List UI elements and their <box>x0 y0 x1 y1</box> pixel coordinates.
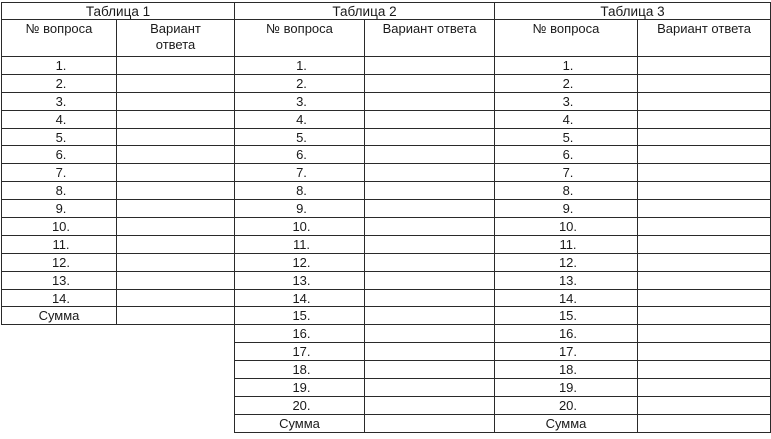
answer-cell[interactable] <box>638 396 771 414</box>
answer-cell[interactable] <box>117 182 235 200</box>
question-number-cell: 18. <box>235 361 365 379</box>
table-row <box>235 164 495 182</box>
table-row <box>495 271 771 289</box>
table-row <box>235 218 495 236</box>
question-number-cell: 9. <box>495 200 638 218</box>
question-number-cell: 9. <box>2 200 117 218</box>
question-number-cell: 16. <box>235 325 365 343</box>
question-number-cell: 13. <box>2 271 117 289</box>
question-number-cell: 17. <box>235 343 365 361</box>
column-header-answer-option: Вариант ответа <box>117 20 235 57</box>
sum-label: Сумма <box>495 414 638 432</box>
question-number-cell: 15. <box>235 307 365 325</box>
answer-cell[interactable] <box>365 182 495 200</box>
table-row <box>235 128 495 146</box>
answer-cell[interactable] <box>638 218 771 236</box>
table-row <box>495 128 771 146</box>
question-number-cell: 11. <box>495 235 638 253</box>
table-row <box>495 325 771 343</box>
answer-cell[interactable] <box>638 110 771 128</box>
table-row <box>495 379 771 397</box>
question-number-cell: 18. <box>495 361 638 379</box>
table-row <box>2 218 235 236</box>
answer-cell[interactable] <box>638 182 771 200</box>
answer-cell[interactable] <box>638 271 771 289</box>
table-row <box>495 218 771 236</box>
question-number-cell: 6. <box>235 146 365 164</box>
question-number-cell: 7. <box>2 164 117 182</box>
answer-cell[interactable] <box>365 92 495 110</box>
question-number-cell: 10. <box>235 218 365 236</box>
question-number-cell: 6. <box>495 146 638 164</box>
column-header-question-number: № вопроса <box>495 20 638 57</box>
table-row <box>2 271 235 289</box>
table-row <box>235 343 495 361</box>
question-number-cell: 4. <box>495 110 638 128</box>
column-header-answer-option: Вариант ответа <box>365 20 495 57</box>
answer-cell[interactable] <box>638 325 771 343</box>
table-row <box>495 343 771 361</box>
answer-cell[interactable] <box>365 200 495 218</box>
table-row <box>2 182 235 200</box>
column-header-answer-option: Вариант ответа <box>638 20 771 57</box>
question-number-cell: 12. <box>495 253 638 271</box>
question-number-cell: 5. <box>235 128 365 146</box>
table-row <box>2 235 235 253</box>
answer-cell[interactable] <box>365 235 495 253</box>
question-number-cell: 11. <box>2 235 117 253</box>
answer-cell[interactable] <box>365 271 495 289</box>
table-row <box>495 164 771 182</box>
table-row <box>235 235 495 253</box>
question-number-cell: 12. <box>235 253 365 271</box>
answer-cell[interactable] <box>117 164 235 182</box>
table-title: Таблица 1 <box>2 3 235 20</box>
answer-cell[interactable] <box>365 253 495 271</box>
table-row <box>2 92 235 110</box>
question-number-cell: 4. <box>235 110 365 128</box>
question-number-cell: 7. <box>235 164 365 182</box>
table-row <box>2 200 235 218</box>
table-row <box>495 92 771 110</box>
question-number-cell: 1. <box>235 57 365 75</box>
table-row <box>235 396 495 414</box>
table-row <box>495 361 771 379</box>
table-row <box>235 271 495 289</box>
table-row <box>495 396 771 414</box>
table-row <box>495 146 771 164</box>
answer-cell[interactable] <box>117 74 235 92</box>
question-number-cell: 8. <box>495 182 638 200</box>
question-number-cell: 14. <box>495 289 638 307</box>
table-row <box>495 253 771 271</box>
table-row <box>235 379 495 397</box>
question-number-cell: 1. <box>2 57 117 75</box>
question-number-cell: 1. <box>495 57 638 75</box>
answer-cell[interactable] <box>365 57 495 75</box>
table-row <box>235 110 495 128</box>
table-row <box>2 110 235 128</box>
question-number-cell: 20. <box>495 396 638 414</box>
question-number-cell: 8. <box>235 182 365 200</box>
answer-cell[interactable] <box>365 110 495 128</box>
answer-cell[interactable] <box>638 57 771 75</box>
table-row <box>235 92 495 110</box>
table-3 <box>494 2 771 433</box>
table-row <box>495 57 771 75</box>
table-row <box>495 200 771 218</box>
question-number-cell: 2. <box>235 74 365 92</box>
answer-cell[interactable] <box>638 289 771 307</box>
question-number-cell: 10. <box>495 218 638 236</box>
table-row <box>2 253 235 271</box>
question-number-cell: 17. <box>495 343 638 361</box>
answer-cell[interactable] <box>638 74 771 92</box>
answer-cell[interactable] <box>117 146 235 164</box>
table-title: Таблица 3 <box>495 3 771 20</box>
question-number-cell: 9. <box>235 200 365 218</box>
sum-value-cell[interactable] <box>638 414 771 432</box>
table-row <box>2 57 235 75</box>
answer-cell[interactable] <box>638 128 771 146</box>
table-row <box>495 182 771 200</box>
answer-cell[interactable] <box>638 92 771 110</box>
answer-cell[interactable] <box>638 361 771 379</box>
question-number-cell: 12. <box>2 253 117 271</box>
question-number-cell: 10. <box>2 218 117 236</box>
sum-value-cell[interactable] <box>117 307 235 325</box>
sum-value-cell[interactable] <box>365 414 495 432</box>
table-row <box>235 200 495 218</box>
table-row <box>2 289 235 307</box>
sum-label: Сумма <box>2 307 117 325</box>
table-row <box>2 128 235 146</box>
table-row <box>235 307 495 325</box>
table-row <box>2 74 235 92</box>
table-1 <box>1 2 235 325</box>
answer-cell[interactable] <box>117 271 235 289</box>
table-row <box>495 110 771 128</box>
question-number-cell: 19. <box>235 379 365 397</box>
answer-cell[interactable] <box>365 146 495 164</box>
sum-row <box>235 414 495 432</box>
answer-cell[interactable] <box>117 128 235 146</box>
question-number-cell: 19. <box>495 379 638 397</box>
question-number-cell: 13. <box>495 271 638 289</box>
answer-cell[interactable] <box>365 128 495 146</box>
table-row <box>235 325 495 343</box>
answer-cell[interactable] <box>365 343 495 361</box>
sum-row <box>2 307 235 325</box>
answer-cell[interactable] <box>365 379 495 397</box>
answer-cell[interactable] <box>365 218 495 236</box>
answer-cell[interactable] <box>365 325 495 343</box>
answer-cell[interactable] <box>638 200 771 218</box>
table-row <box>235 74 495 92</box>
table-row <box>495 307 771 325</box>
question-number-cell: 3. <box>495 92 638 110</box>
question-number-cell: 8. <box>2 182 117 200</box>
answer-cell[interactable] <box>117 235 235 253</box>
table-row <box>235 146 495 164</box>
question-number-cell: 16. <box>495 325 638 343</box>
question-number-cell: 3. <box>2 92 117 110</box>
question-number-cell: 7. <box>495 164 638 182</box>
table-row <box>235 253 495 271</box>
question-number-cell: 4. <box>2 110 117 128</box>
question-number-cell: 2. <box>2 74 117 92</box>
question-number-cell: 2. <box>495 74 638 92</box>
question-number-cell: 14. <box>235 289 365 307</box>
answer-cell[interactable] <box>365 164 495 182</box>
column-header-question-number: № вопроса <box>2 20 117 57</box>
sum-row <box>495 414 771 432</box>
question-number-cell: 15. <box>495 307 638 325</box>
question-number-cell: 5. <box>2 128 117 146</box>
table-row <box>2 164 235 182</box>
answer-cell[interactable] <box>638 307 771 325</box>
answer-cell[interactable] <box>117 92 235 110</box>
column-header-question-number: № вопроса <box>235 20 365 57</box>
answer-cell[interactable] <box>638 253 771 271</box>
table-row <box>495 235 771 253</box>
question-number-cell: 5. <box>495 128 638 146</box>
answer-cell[interactable] <box>117 200 235 218</box>
table-row <box>235 289 495 307</box>
answer-cell[interactable] <box>365 396 495 414</box>
question-number-cell: 3. <box>235 92 365 110</box>
answer-cell[interactable] <box>117 289 235 307</box>
answer-cell[interactable] <box>638 343 771 361</box>
question-number-cell: 13. <box>235 271 365 289</box>
answer-cell[interactable] <box>117 253 235 271</box>
table-row <box>235 361 495 379</box>
sum-label: Сумма <box>235 414 365 432</box>
table-row <box>495 74 771 92</box>
answer-cell[interactable] <box>365 289 495 307</box>
question-number-cell: 14. <box>2 289 117 307</box>
answer-cell[interactable] <box>365 307 495 325</box>
answer-cell[interactable] <box>638 146 771 164</box>
table-title: Таблица 2 <box>235 3 495 20</box>
question-number-cell: 11. <box>235 235 365 253</box>
answer-cell[interactable] <box>365 74 495 92</box>
table-row <box>2 146 235 164</box>
answer-cell[interactable] <box>117 218 235 236</box>
answer-cell[interactable] <box>638 379 771 397</box>
answer-cell[interactable] <box>365 361 495 379</box>
answer-cell[interactable] <box>117 110 235 128</box>
table-row <box>235 57 495 75</box>
table-2 <box>234 2 495 433</box>
answer-cell[interactable] <box>117 57 235 75</box>
question-number-cell: 6. <box>2 146 117 164</box>
answer-cell[interactable] <box>638 164 771 182</box>
table-row <box>495 289 771 307</box>
answer-cell[interactable] <box>638 235 771 253</box>
question-number-cell: 20. <box>235 396 365 414</box>
table-row <box>235 182 495 200</box>
